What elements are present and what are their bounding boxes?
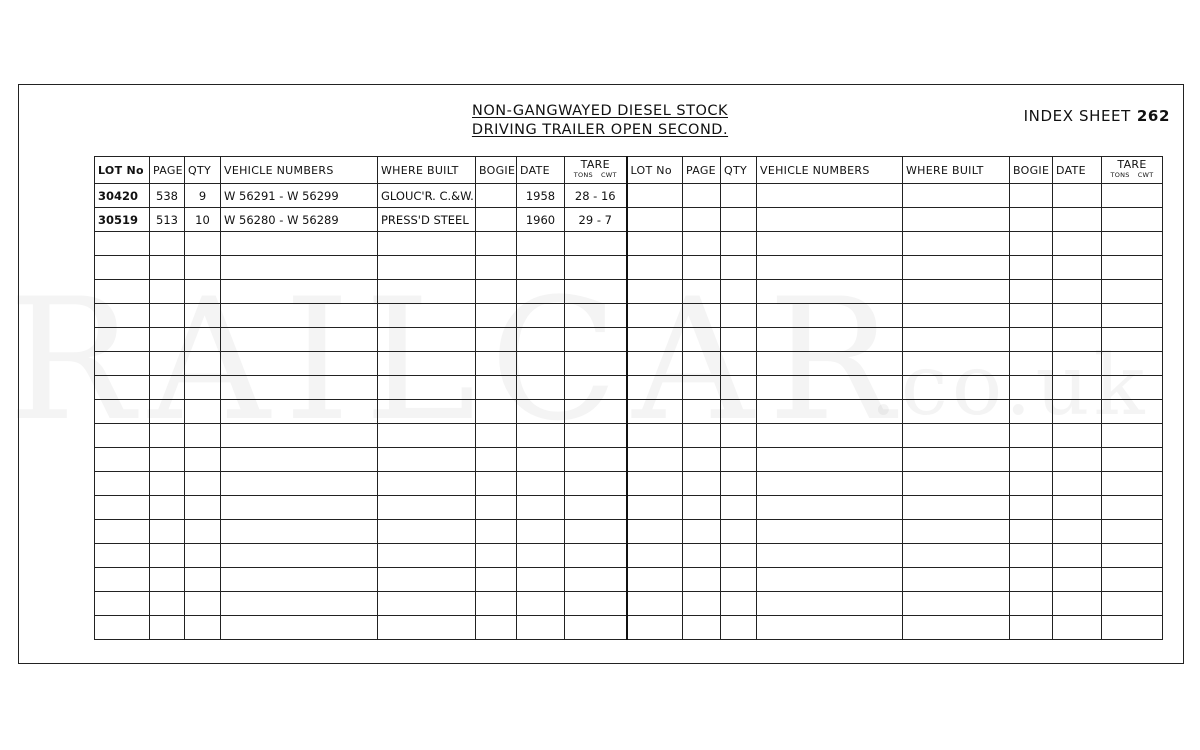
empty-row <box>95 424 1163 448</box>
empty-row <box>95 496 1163 520</box>
empty-row <box>95 544 1163 568</box>
col-date-right: DATE <box>1053 157 1102 184</box>
cell-lot: 30420 <box>95 184 150 208</box>
empty-row <box>95 616 1163 640</box>
cell-date: 1958 <box>517 184 565 208</box>
col-page-right: PAGE <box>683 157 721 184</box>
empty-row <box>95 232 1163 256</box>
col-bogie: BOGIE <box>476 157 517 184</box>
blank-rows <box>95 232 1163 640</box>
table-row <box>95 184 1163 208</box>
index-label: INDEX SHEET <box>1023 107 1131 125</box>
col-date: DATE <box>517 157 565 184</box>
col-vehicle-numbers: VEHICLE NUMBERS <box>221 157 378 184</box>
empty-row <box>95 568 1163 592</box>
cell-date: 1960 <box>517 208 565 232</box>
col-tare: TARE TONS CWT <box>565 157 627 184</box>
cell-page: 538 <box>150 184 185 208</box>
cell-tare: 28 - 16 <box>565 184 627 208</box>
index-number: 262 <box>1136 107 1170 125</box>
col-vehicle-numbers-right: VEHICLE NUMBERS <box>757 157 903 184</box>
table-row <box>95 208 1163 232</box>
empty-row <box>95 592 1163 616</box>
empty-row <box>95 280 1163 304</box>
col-bogie-right: BOGIE <box>1010 157 1053 184</box>
cell-lot: 30519 <box>95 208 150 232</box>
empty-row <box>95 448 1163 472</box>
empty-row <box>95 376 1163 400</box>
col-where-built: WHERE BUILT <box>378 157 476 184</box>
col-where-built-right: WHERE BUILT <box>903 157 1010 184</box>
cell-tare: 29 - 7 <box>565 208 627 232</box>
empty-row <box>95 328 1163 352</box>
col-qty-right: QTY <box>721 157 757 184</box>
empty-row <box>95 256 1163 280</box>
index-sheet <box>1024 107 1170 125</box>
cell-page: 513 <box>150 208 185 232</box>
title-line-1: NON-GANGWAYED DIESEL STOCK <box>471 103 728 119</box>
col-lot-right: LOT No <box>627 157 683 184</box>
cell-where-built: GLOUC'R. C.&W. <box>378 184 476 208</box>
cell-qty: 9 <box>185 184 221 208</box>
cell-where-built: PRESS'D STEEL <box>378 208 476 232</box>
empty-row <box>95 472 1163 496</box>
cell-bogie <box>476 208 517 232</box>
register-table <box>94 156 1163 640</box>
col-page: PAGE <box>150 157 185 184</box>
title-line-2: DRIVING TRAILER OPEN SECOND. <box>471 122 729 138</box>
empty-row <box>95 520 1163 544</box>
header-row <box>95 157 1163 184</box>
cell-qty: 10 <box>185 208 221 232</box>
col-qty: QTY <box>185 157 221 184</box>
cell-vehicles: W 56280 - W 56289 <box>221 208 378 232</box>
empty-row <box>95 352 1163 376</box>
empty-row <box>95 400 1163 424</box>
col-lot: LOT No <box>95 157 150 184</box>
empty-row <box>95 304 1163 328</box>
cell-vehicles: W 56291 - W 56299 <box>221 184 378 208</box>
cell-bogie <box>476 184 517 208</box>
col-tare-right: TARE TONS CWT <box>1102 157 1163 184</box>
